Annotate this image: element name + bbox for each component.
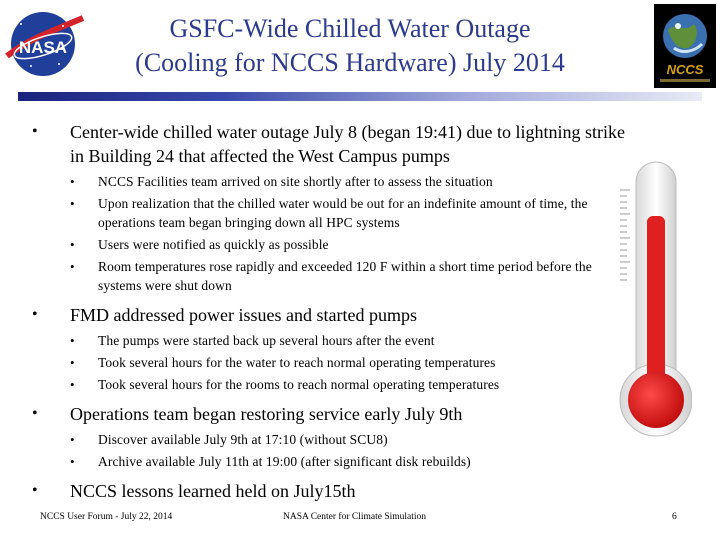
bullet-text: Operations team began restoring service early July 9th — [70, 404, 463, 424]
sub-bullet-text: Archive available July 11th at 19:00 (after significant disk rebuilds) — [98, 454, 471, 469]
sub-bullet-text: Users were notified as quickly as possible — [98, 237, 329, 252]
nasa-logo-text: NASA — [18, 38, 68, 57]
sub-bullet-list — [28, 430, 628, 471]
bullet-item — [28, 402, 628, 426]
sub-bullet-text: Room temperatures rose rapidly and exceeded 120 F within a short time period before the systems were shut down — [98, 259, 592, 293]
sub-bullet-text: Upon realization that the chilled water would be out for an indefinite amount of time, the operations team began bringing down all HPC systems — [98, 196, 588, 230]
sub-bullet-list — [28, 172, 628, 295]
page-number: 6 — [672, 512, 677, 522]
title-line-1: GSFC-Wide Chilled Water Outage — [169, 14, 531, 43]
sub-bullet-list — [28, 331, 628, 394]
sub-bullet-item — [28, 194, 628, 232]
sub-bullet-marker: • — [70, 454, 75, 469]
sub-bullet-marker: • — [70, 174, 75, 189]
bullet-marker: • — [32, 123, 38, 140]
slide-content — [28, 112, 628, 503]
bullet-item — [28, 120, 628, 168]
sub-bullet-text: Discover available July 9th at 17:10 (without SCU8) — [98, 432, 388, 447]
sub-bullet-item — [28, 235, 628, 254]
sub-bullet-marker: • — [70, 237, 75, 252]
sub-bullet-marker: • — [70, 432, 75, 447]
sub-bullet-item — [28, 172, 628, 191]
sub-bullet-item — [28, 452, 628, 471]
thermometer-icon — [614, 160, 692, 450]
sub-bullet-item — [28, 257, 628, 295]
slide-title — [95, 12, 605, 80]
title-divider — [18, 92, 702, 101]
bullet-text: Center-wide chilled water outage July 8 (began 19:41) due to lightning strike in Building 24 that affected the West Campus pumps — [70, 122, 625, 166]
bullet-item — [28, 303, 628, 327]
bullet-marker: • — [32, 306, 38, 323]
title-line-2: (Cooling for NCCS Hardware) July 2014 — [135, 48, 565, 77]
sub-bullet-marker: • — [70, 377, 75, 392]
sub-bullet-text: Took several hours for the rooms to reach normal operating temperatures — [98, 377, 500, 392]
bullet-item — [28, 479, 628, 503]
sub-bullet-marker: • — [70, 259, 75, 274]
bullet-text: FMD addressed power issues and started pumps — [70, 305, 417, 325]
footer-organization: NASA Center for Climate Simulation — [283, 512, 427, 522]
nccs-logo — [654, 4, 716, 88]
sub-bullet-marker: • — [70, 355, 75, 370]
sub-bullet-item — [28, 353, 628, 372]
footer-event: NCCS User Forum - July 22, 2014 — [40, 512, 173, 522]
sub-bullet-item — [28, 375, 628, 394]
sub-bullet-item — [28, 430, 628, 449]
sub-bullet-text: The pumps were started back up several hours after the event — [98, 333, 435, 348]
bullet-marker: • — [32, 405, 38, 422]
sub-bullet-marker: • — [70, 333, 75, 348]
sub-bullet-text: Took several hours for the water to reach normal operating temperatures — [98, 355, 496, 370]
sub-bullet-marker: • — [70, 196, 75, 211]
nasa-logo — [5, 8, 85, 78]
nccs-logo-text: NCCS — [666, 62, 704, 77]
sub-bullet-item — [28, 331, 628, 350]
sub-bullet-text: NCCS Facilities team arrived on site shortly after to assess the situation — [98, 174, 493, 189]
bullet-marker: • — [32, 482, 38, 499]
bullet-text: NCCS lessons learned held on July15th — [70, 481, 356, 501]
